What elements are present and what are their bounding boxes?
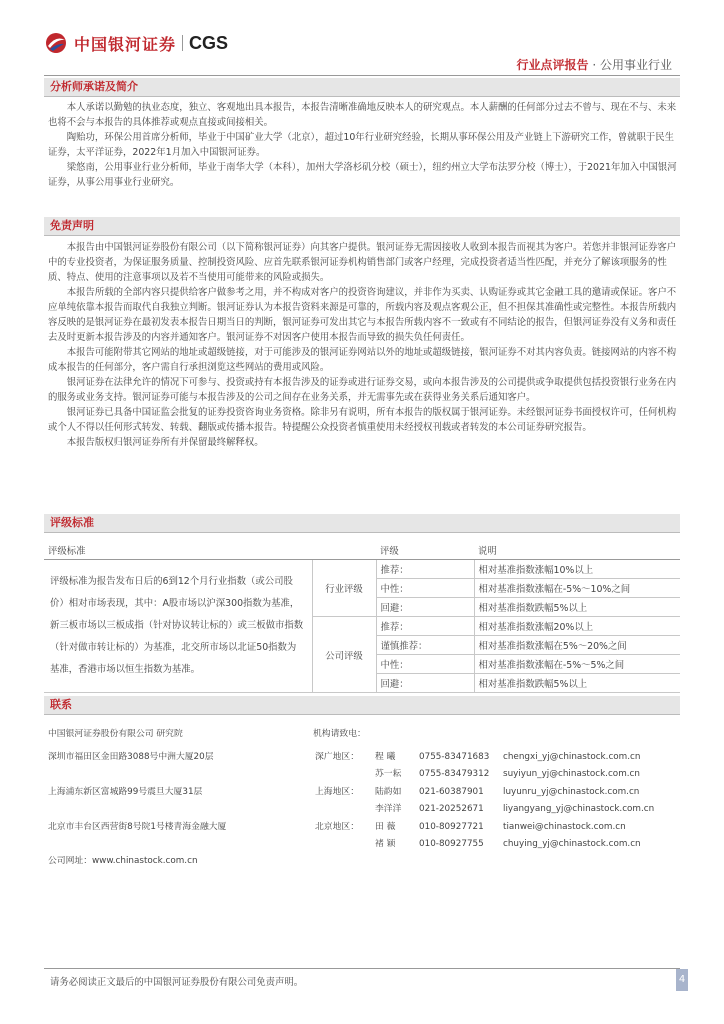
footer-divider xyxy=(44,968,680,969)
person-name: 陆韵如 xyxy=(375,787,402,797)
rating-name: 中性： xyxy=(376,655,474,674)
person-name: 程 曦 xyxy=(375,752,396,762)
disclaimer-p2: 本报告所载的全部内容只提供给客户做参考之用，并不构成对客户的投资咨询建议，并非作为买卖、认购证券或其它金融工具的邀请或保证。客户不应单纯依靠本报告而取代自我独立判断。银河证券认为本报告资料来源是可靠的，所载内容及观点客观公正，但不担保其准确性或完整性。本报告所载内容反映的是银河证券在最初发表本报告日期当日的判断，银河证券可发出其它与本报告所载内容不一致或有不同结论的报告，但银河证券没有义务和责任去及时更新本报告涉及的内容并通知客户。银河证券不对因客户使用本报告而导致的损失负任何责任。 xyxy=(48,287,677,343)
rating-name: 推荐： xyxy=(376,617,474,636)
rating-name: 回避： xyxy=(376,598,474,617)
analyst-section-title: 分析师承诺及简介 xyxy=(50,80,138,93)
rating-desc: 相对基准指数跌幅5%以上 xyxy=(474,674,680,693)
rating-desc: 相对基准指数涨幅在-5%～5%之间 xyxy=(474,655,680,674)
contact-person xyxy=(375,820,675,834)
rating-desc: 相对基准指数跌幅5%以上 xyxy=(474,598,680,617)
rating-table xyxy=(44,541,680,693)
logo-chinese-name: 中国银河证券 xyxy=(74,34,177,54)
logo-english-name: CGS xyxy=(189,32,229,53)
rating-header-rating: 评级 xyxy=(376,541,474,560)
contact-region: 深广地区： xyxy=(315,752,359,762)
report-type-separator: · xyxy=(588,58,600,72)
rating-header-desc: 说明 xyxy=(474,541,680,560)
person-phone: 0755-83471683 xyxy=(419,752,490,762)
rating-header-category xyxy=(312,541,376,560)
person-email[interactable]: tianwei@chinastock.com.cn xyxy=(503,822,626,832)
analyst-bio-liang: 梁悠南，公用事业行业分析师，毕业于南华大学（本科），加州大学洛杉矶分校（硕士），纽约州立大学布法罗分校（博士），于2021年加入中国银河证券，从事公用事业行业研究。 xyxy=(48,162,677,188)
industry-name: 公用事业行业 xyxy=(599,58,672,72)
disclaimer-p1: 本报告由中国银河证券股份有限公司（以下简称银河证券）向其客户提供。银河证券无需因接收人收到本报告而视其为客户。若您并非银河证券客户中的专业投资者，为保证服务质量、控制投资风险、应首先联系银河证券机构销售部门或客户经理，完成投资者适当性匹配，并充分了解该项服务的性质、特点、使用的注意事项以及若不当使用可能带来的风险或损失。 xyxy=(48,242,677,283)
person-email[interactable]: luyunru_yj@chinastock.com.cn xyxy=(503,787,640,797)
analyst-commitment: 本人承诺以勤勉的执业态度，独立、客观地出具本报告，本报告清晰准确地反映本人的研究观点。本人薪酬的任何部分过去不曾与、现在不与、未来也将不会与本报告的具体推荐或观点直接或间接相关。 xyxy=(48,102,677,128)
disclaimer-body xyxy=(48,240,678,450)
logo-divider xyxy=(182,35,183,51)
contact-inquiry-label: 机构请致电： xyxy=(313,729,366,739)
rating-name: 中性： xyxy=(376,579,474,598)
person-phone: 021-20252671 xyxy=(419,804,484,814)
rating-name: 回避： xyxy=(376,674,474,693)
galaxy-logo-icon xyxy=(44,31,68,55)
person-name: 褚 颖 xyxy=(375,839,396,849)
analyst-section-bar xyxy=(44,78,680,97)
disclaimer-section-bar xyxy=(44,217,680,236)
person-email[interactable]: chuying_yj@chinastock.com.cn xyxy=(503,839,641,849)
contact-company: 中国银河证券股份有限公司 研究院 xyxy=(48,729,183,739)
person-phone: 021-60387901 xyxy=(419,787,484,797)
contact-person xyxy=(375,802,675,816)
contact-person xyxy=(375,785,675,799)
contact-address: 深圳市福田区金田路3088号中洲大厦20层 xyxy=(48,752,214,762)
person-name: 李洋洋 xyxy=(375,804,402,814)
person-email[interactable]: suyiyun_yj@chinastock.com.cn xyxy=(503,769,640,779)
contact-address: 上海浦东新区富城路99号震旦大厦31层 xyxy=(48,787,203,797)
analyst-bio-tao: 陶贻功，环保公用首席分析师，毕业于中国矿业大学（北京），超过10年行业研究经验，长期从事环保公用及产业链上下游研究工作，曾就职于民生证券，太平洋证券，2022年1月加入中国银河证券。 xyxy=(48,132,675,158)
disclaimer-p6: 本报告版权归银河证券所有并保留最终解释权。 xyxy=(66,437,264,448)
rating-name: 推荐： xyxy=(376,560,474,579)
person-name: 田 薇 xyxy=(375,822,396,832)
company-rating-label: 公司评级 xyxy=(312,617,376,693)
company-website[interactable]: 公司网址：www.chinastock.com.cn xyxy=(48,856,198,866)
contact-address: 北京市丰台区西营街8号院1号楼青海金融大厦 xyxy=(48,822,227,832)
rating-row xyxy=(44,560,680,579)
rating-header-standard: 评级标准 xyxy=(44,541,312,560)
person-email[interactable]: liyangyang_yj@chinastock.com.cn xyxy=(503,804,655,814)
contact-section-bar xyxy=(44,696,680,715)
analyst-body xyxy=(48,100,678,190)
person-phone: 0755-83479312 xyxy=(419,769,490,779)
rating-desc: 相对基准指数涨幅在-5%～10%之间 xyxy=(474,579,680,598)
person-name: 苏一耘 xyxy=(375,769,402,779)
industry-rating-label: 行业评级 xyxy=(312,560,376,617)
contact-person xyxy=(375,837,675,851)
person-phone: 010-80927721 xyxy=(419,822,484,832)
disclaimer-section-title: 免责声明 xyxy=(50,219,94,232)
person-phone: 010-80927755 xyxy=(419,839,484,849)
rating-desc: 相对基准指数涨幅10%以上 xyxy=(474,560,680,579)
disclaimer-p3: 本报告可能附带其它网站的地址或超级链接，对于可能涉及的银河证券网站以外的地址或超级链接，银河证券不对其内容负责。链接网站的内容不构成本报告的任何部分，客户需自行承担浏览这些网站的费用或风险。 xyxy=(48,347,677,373)
disclaimer-p4: 银河证券在法律允许的情况下可参与、投资或持有本报告涉及的证券或进行证券交易，或向本报告涉及的公司提供或争取提供包括投资银行业务在内的服务或业务支持。银河证券可能与本报告涉及的公司之间存在业务关系，并无需事先或在获得业务关系后通知客户。 xyxy=(48,377,677,403)
footer-note: 请务必阅读正文最后的中国银河证券股份有限公司免责声明。 xyxy=(50,977,304,988)
contact-region: 北京地区： xyxy=(315,822,359,832)
page-number: 4 xyxy=(676,969,688,991)
contact-person xyxy=(375,750,675,764)
rating-desc: 相对基准指数涨幅20%以上 xyxy=(474,617,680,636)
person-email[interactable]: chengxi_yj@chinastock.com.cn xyxy=(503,752,641,762)
header-divider xyxy=(44,75,680,76)
contact-region: 上海地区： xyxy=(315,787,359,797)
rating-section-title: 评级标准 xyxy=(50,516,94,529)
company-logo xyxy=(44,30,244,56)
rating-standard-description: 评级标准为报告发布日后的6到12个月行业指数（或公司股价）相对市场表现，其中：A股市场以沪深300指数为基准，新三板市场以三板成指（针对协议转让标的）或三板做市指数（针对做市转让标的）为基准，北交所市场以北证50指数为基准，香港市场以恒生指数为基准。 xyxy=(44,560,312,693)
report-type: 行业点评报告 xyxy=(516,58,589,72)
contact-person xyxy=(375,767,675,781)
contact-section-title: 联系 xyxy=(50,698,72,711)
report-type-header xyxy=(517,56,672,73)
disclaimer-p5: 银河证券已具备中国证监会批复的证券投资咨询业务资格。除非另有说明，所有本报告的版权属于银河证券。未经银河证券书面授权许可，任何机构或个人不得以任何形式转发、转载、翻版或传播本报告。特提醒公众投资者慎重使用未经授权刊载或者转发的本公司证券研究报告。 xyxy=(48,407,677,433)
rating-table-header xyxy=(44,541,680,560)
rating-name: 谨慎推荐： xyxy=(376,636,474,655)
rating-desc: 相对基准指数涨幅在5%～20%之间 xyxy=(474,636,680,655)
rating-section-bar xyxy=(44,514,680,533)
